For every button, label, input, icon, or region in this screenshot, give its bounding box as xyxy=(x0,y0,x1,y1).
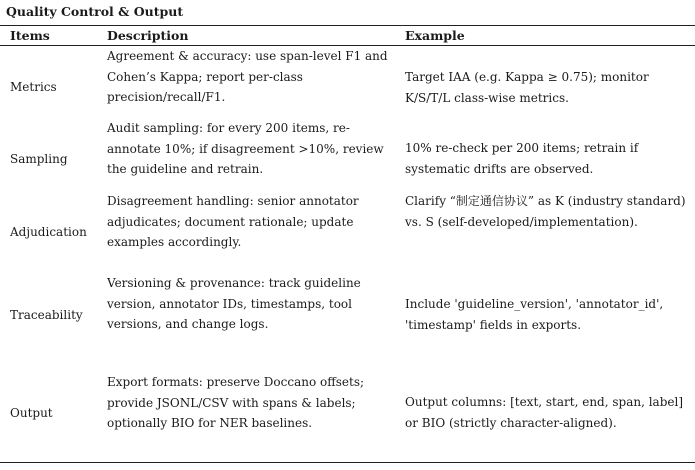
row-sampling-item: Sampling xyxy=(10,151,68,166)
row-metrics-description: Agreement & accuracy: use span-level F1 and Cohen’s Kappa; report per-class precision/recall/F1. xyxy=(107,49,388,104)
row-adjudication-description: Disagreement handling: senior annotator adjudicates; document rationale; update examples accordingly. xyxy=(107,194,359,249)
row-traceability-description: Versioning & provenance: track guideline version, annotator IDs, timestamps, tool versions, and change logs. xyxy=(107,276,361,331)
row-metrics-example: Target IAA (e.g. Kappa ≥ 0.75); monitor K/S/T/L class-wise metrics. xyxy=(405,70,649,105)
table-title: Quality Control & Output xyxy=(6,4,184,19)
top-rule xyxy=(0,25,695,26)
row-adjudication-item: Adjudication xyxy=(10,224,87,239)
row-sampling-example: 10% re-check per 200 items; retrain if systematic drifts are observed. xyxy=(405,141,639,176)
row-traceability-item: Traceability xyxy=(10,307,83,322)
header-example: Example xyxy=(405,28,465,43)
header-items: Items xyxy=(10,28,50,43)
row-output-example: Output columns: [text, start, end, span, label] or BIO (strictly character-aligned). xyxy=(405,395,684,430)
row-metrics-item: Metrics xyxy=(10,79,57,94)
bottom-rule xyxy=(0,462,695,463)
row-output-item: Output xyxy=(10,405,53,420)
row-adjudication-example: Clarify “制定通信协议” as K (industry standard) vs. S (self-developed/implementation). xyxy=(405,194,686,229)
row-sampling-description: Audit sampling: for every 200 items, re-annotate 10%; if disagreement >10%, review the guideline and retrain. xyxy=(107,121,384,176)
header-description: Description xyxy=(107,28,189,43)
row-traceability-example: Include 'guideline_version', 'annotator_id', 'timestamp' fields in exports. xyxy=(405,297,664,332)
row-output-description: Export formats: preserve Doccano offsets; provide JSONL/CSV with spans & labels; optionally BIO for NER baselines. xyxy=(107,375,365,430)
